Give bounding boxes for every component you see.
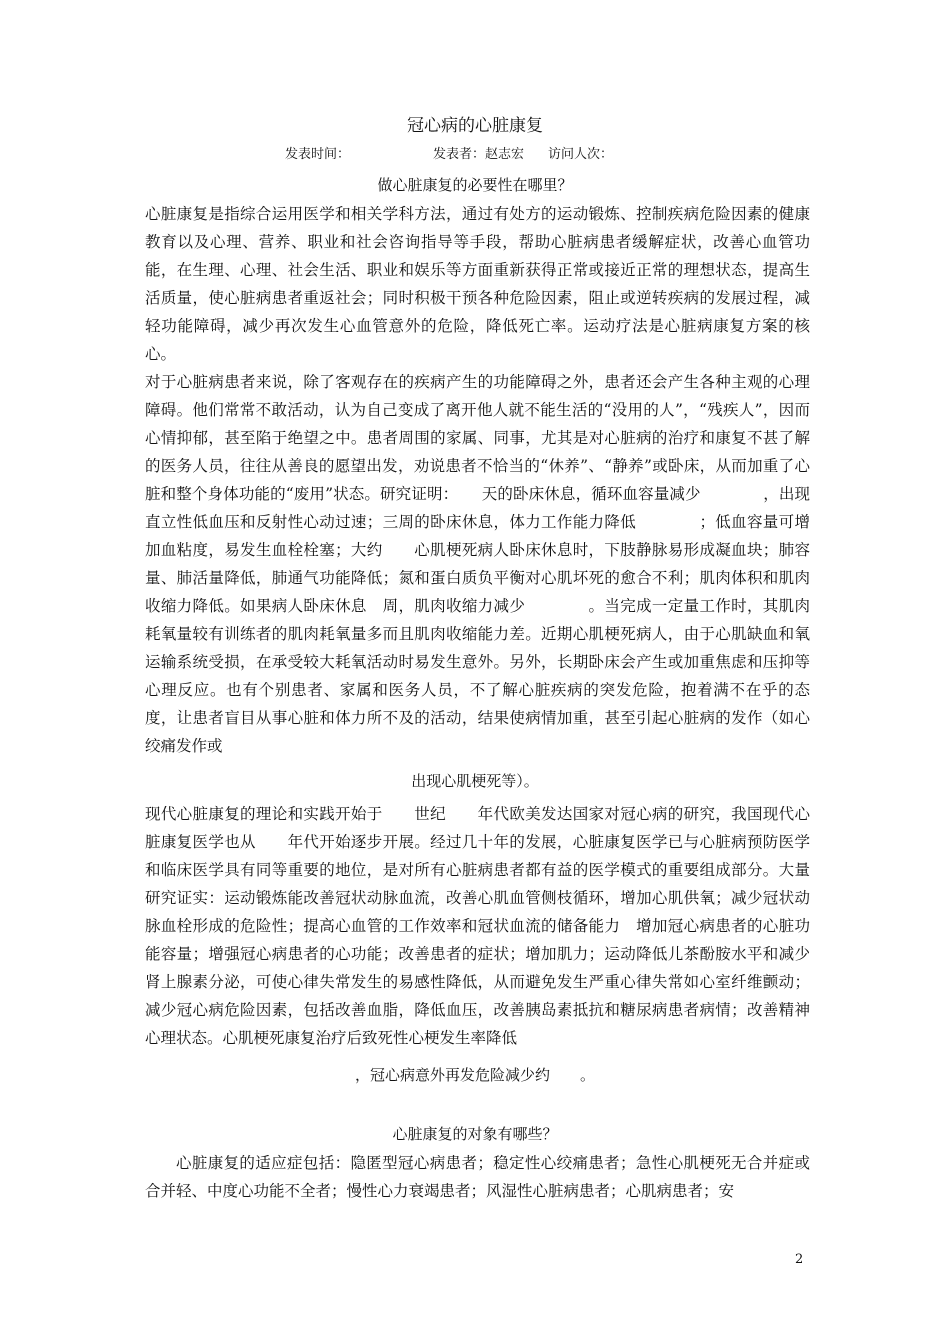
paragraph-bedrest-end: 出现心肌梗死等）。 [411, 772, 539, 790]
paragraph-indications: 心脏康复的适应症包括：隐匿型冠心病患者；稳定性心绞痛患者；急性心肌梗死无合并症或合并轻、中度心功能不全者；慢性心力衰竭患者；风湿性心脏病患者；心肌病患者；安 [145, 1154, 810, 1200]
visits-label: 访问人次： [548, 147, 614, 162]
page-title: 冠心病的心脏康复 [407, 116, 543, 136]
section-heading-necessity: 做心脏康复的必要性在哪里？ [377, 176, 573, 194]
paragraph-history: 现代心脏康复的理论和实践开始于 世纪 年代欧美发达国家对冠心病的研究，我国现代心脏康复医学也从 年代开始逐步开展。经过几十年的发展，心脏康复医学已与心脏病预防医学和临床医学具有同等重要的地位，是对所有心脏病患者都有益的医学模式的重要组成部分。大量研究证实：运动锻炼能改善冠状动脉血流，改善心肌血管侧枝循环，增加心肌供氧；减少冠状动脉血栓形成的危险性；提高心血管的工作效率和冠状血流的储备能力 增加冠心病患者的心脏功能容量；增强冠心病患者的心功能；改善患者的症状；增加肌力；运动降低儿茶酚胺水平和减少肾上腺素分泌，可使心律失常发生的易感性降低，从而避免发生严重心律失常如心室纤维颤动；减少冠心病危险因素，包括改善血脂，降低血压，改善胰岛素抵抗和糖尿病患者病情；改善精神心理状态。心肌梗死康复治疗后致死性心梗发生率降低 [145, 805, 810, 1047]
paragraph-definition: 心脏康复是指综合运用医学和相关学科方法，通过有处方的运动锻炼、控制疾病危险因素的健康教育以及心理、营养、职业和社会咨询指导等手段，帮助心脏病患者缓解症状，改善心血管功能，在生理、心理、社会生活、职业和娱乐等方面重新获得正常或接近正常的理想状态，提高生活质量，使心脏病患者重返社会；同时积极干预各种危险因素，阻止或逆转疾病的发展过程，减轻功能障碍，减少再次发生心血管意外的危险，降低死亡率。运动疗法是心脏病康复方案的核心。 [145, 205, 810, 363]
paragraph-history-end: ，冠心病意外再发危险减少约 。 [354, 1066, 595, 1084]
paragraph-bedrest: 对于心脏病患者来说，除了客观存在的疾病产生的功能障碍之外，患者还会产生各种主观的心理障碍。他们常常不敢活动，认为自己变成了离开他人就不能生活的“没用的人”，“残疾人”，因而心情抑郁，甚至陷于绝望之中。患者周围的家属、同事，尤其是对心脏病的治疗和康复不甚了解的医务人员，往往从善良的愿望出发，劝说患者不恰当的“休养”、“静养”或卧床，从而加重了心脏和整个身体功能的“废用”状态。研究证明： 天的卧床休息，循环血容量减少 ，出现直立性低血压和反射性心动过速；三周的卧床休息，体力工作能力降低 ；低血容量可增加血粘度，易发生血栓栓塞；大约 心肌梗死病人卧床休息时，下肢静脉易形成凝血块；肺容量、肺活量降低，肺通气功能降低；氮和蛋白质负平衡对心肌坏死的愈合不利；肌肉体积和肌肉收缩力降低。如果病人卧床休息 周，肌肉收缩力减少 。当完成一定量工作时，其肌肉耗氧量较有训练者的肌肉耗氧量多而且肌肉收缩能力差。近期心肌梗死病人，由于心肌缺血和氧运输系统受损，在承受较大耗氧活动时易发生意外。另外，长期卧床会产生或加重焦虑和压抑等心理反应。也有个别患者、家属和医务人员，不了解心脏疾病的突发危险，抱着满不在乎的态度，让患者盲目从事心脏和体力所不及的活动，结果使病情加重，甚至引起心脏病的发作（如心绞痛发作或 [145, 373, 810, 755]
author-label: 发表者：赵志宏 [433, 147, 525, 162]
page-number: 2 [795, 1252, 804, 1267]
section-heading-targets: 心脏康复的对象有哪些？ [392, 1125, 558, 1143]
publish-time-label: 发表时间： [285, 147, 351, 162]
